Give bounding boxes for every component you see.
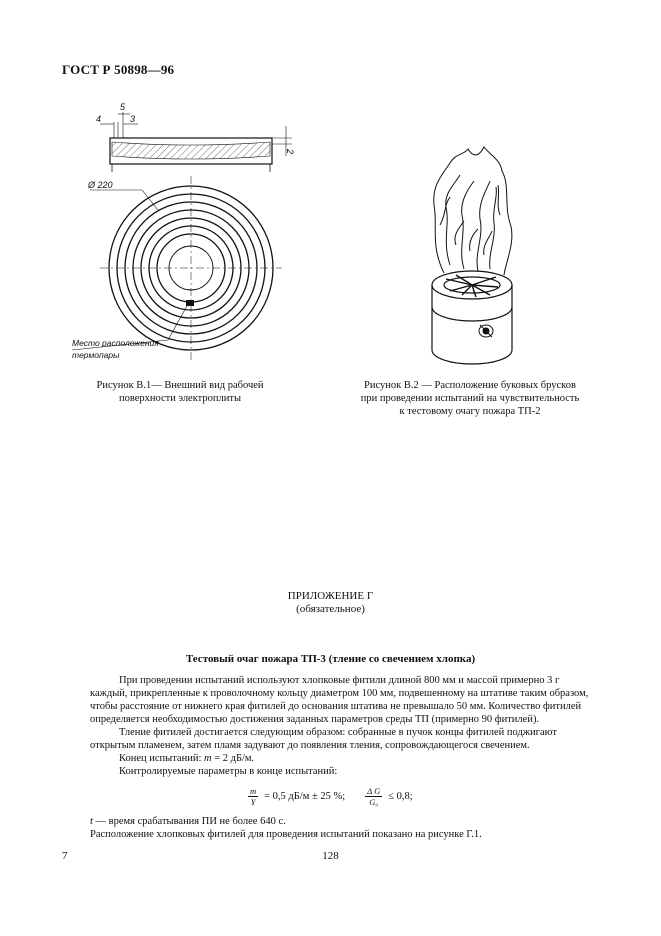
- paragraph-line: чтобы расстояние от нижнего края фитилей до основания штатива не превышало 50 мм. Количество фитилей: [90, 701, 582, 712]
- dim-4: 4: [96, 114, 102, 124]
- paragraph-line: Контролируемые параметры в конце испытаний:: [119, 766, 338, 777]
- paragraph-line: При проведении испытаний используют хлопковые фитили длиной 800 мм и массой примерно 3 г: [119, 675, 560, 686]
- appendix-subtitle: (обязательное): [296, 603, 365, 615]
- figure1-caption-line1: Рисунок В.1— Внешний вид рабочей: [96, 380, 264, 391]
- figure2-caption-line3: к тестовому очагу пожара ТП-2: [399, 406, 541, 417]
- figure2-caption: [340, 379, 600, 418]
- paragraph-line: каждый, прикрепленные к проволочному кольцу диаметром 100 мм, подвешенному на штативе таким образом,: [90, 688, 589, 699]
- frac1-numerator: m: [250, 786, 257, 796]
- document-header: ГОСТ Р 50898—96: [62, 62, 175, 77]
- p3-variable: m: [203, 753, 212, 764]
- page-number: 128: [322, 850, 339, 862]
- appendix-title: ПРИЛОЖЕНИЕ Г: [287, 590, 374, 602]
- frac2-numerator: Δ G: [367, 786, 381, 796]
- figure2-caption-line2: при проведении испытаний на чувствительность: [360, 393, 580, 404]
- dim-2: 2: [285, 149, 295, 155]
- callout-line1: Место расположения: [72, 338, 159, 348]
- figure1-caption-line2: поверхности электроплиты: [118, 393, 242, 404]
- after-formula-text: [90, 815, 598, 841]
- formula-part2: ≤ 0,8;: [388, 791, 413, 802]
- paragraph-line: [90, 815, 598, 828]
- paragraph-line: [90, 752, 598, 765]
- p3-rest: = 2 дБ/м.: [211, 753, 255, 764]
- formula-fraction-2: [365, 786, 382, 807]
- paragraph-line: определяется необходимостью достижения заданных параметров среды ТП (примерно 90 фитилей).: [90, 714, 540, 725]
- dim-3: 3: [130, 114, 136, 124]
- dim-5: 5: [120, 102, 126, 112]
- callout-line2: термопары: [72, 350, 120, 360]
- figure-hotplate: [60, 92, 310, 367]
- t-variable: t: [90, 816, 93, 827]
- figure1-caption: [70, 379, 290, 405]
- flame-illustration: [434, 147, 512, 275]
- diameter-label: Ø 220: [88, 180, 113, 190]
- appendix-heading: [0, 590, 661, 616]
- section-title: Тестовый очаг пожара ТП-3 (тление со свечением хлопка): [185, 653, 476, 665]
- igniter-knob: [479, 325, 493, 337]
- formula-part1: = 0,5 дБ/м ± 25 %;: [264, 791, 346, 802]
- figure2-caption-line1: Рисунок В.2 — Расположение буковых брусков: [364, 380, 576, 391]
- formula: [248, 786, 413, 807]
- formula-fraction-1: [248, 786, 258, 807]
- paragraph-line: открытым пламенем, затем пламя задувают до появления тления, сопровождающегося свечением.: [90, 740, 530, 751]
- footer-left-number: 7: [62, 850, 68, 862]
- paragraph-line: Тление фитилей достигается следующим образом: собранные в пучок концы фитилей поджигают: [119, 727, 557, 738]
- body-text: [90, 674, 598, 778]
- p3-prefix: Конец испытаний:: [119, 753, 204, 764]
- figure-fire-test: [420, 145, 530, 370]
- t-definition: — время срабатывания ПИ не более 640 с.: [92, 816, 286, 827]
- frac1-denominator: Y: [250, 797, 256, 807]
- paragraph-line: Расположение хлопковых фитилей для проведения испытаний показано на рисунке Г.1.: [90, 829, 482, 840]
- frac2-denominator: G₀: [369, 797, 379, 807]
